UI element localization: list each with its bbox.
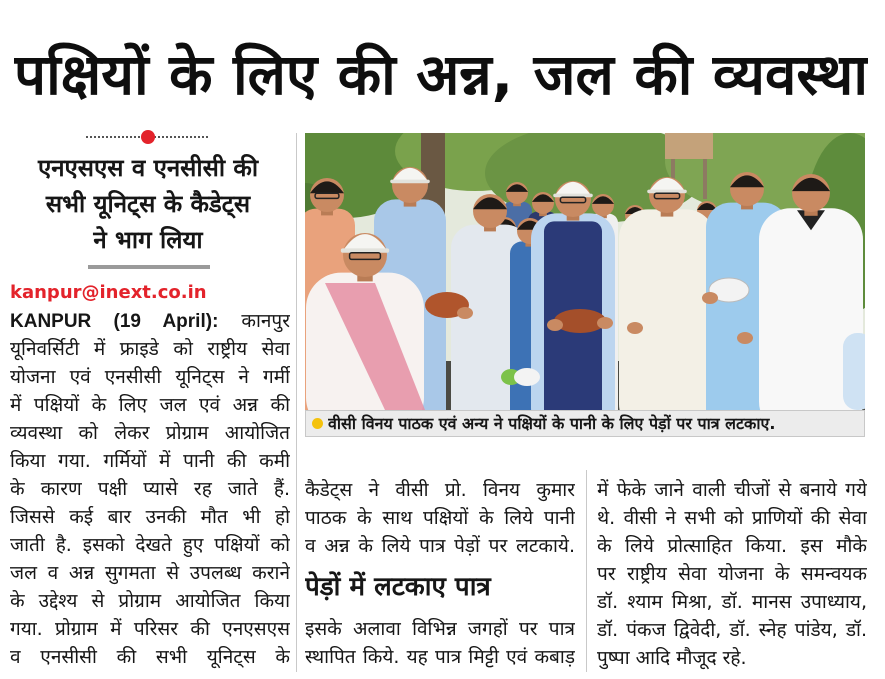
- photo-hand: [597, 317, 613, 329]
- photo-hand: [547, 319, 563, 331]
- body-line: के कारण पक्षी प्यासे रह जाते हैं.: [10, 478, 290, 500]
- photo-caption: वीसी विनय पाठक एवं अन्य ने पक्षियों के पानी के लिए पेड़ों पर पात्र लटकाए.: [328, 414, 776, 433]
- body-line: के लिये प्रोत्साहित किया. इस मौके: [597, 535, 867, 557]
- crosshead: पेड़ों में लटकाए पात्र: [305, 572, 491, 602]
- highlight-line: सभी यूनिट्स के कैडेट्स: [45, 190, 251, 218]
- photo-person-shirt: [619, 209, 715, 410]
- body-line: स्थापित किये. यह पात्र मिट्टी एवं कबाड़: [305, 646, 575, 668]
- body-line: जल व अन्न सुगमता से उपलब्ध कराने: [10, 562, 290, 584]
- body-line: डॉ. श्याम मिश्रा, डॉ. मानस उपाध्याय,: [597, 591, 867, 613]
- column-divider: [296, 133, 297, 672]
- article-column-1: [10, 307, 290, 671]
- photo-hand: [702, 292, 718, 304]
- body-line: जाती है. इसको देखते हुए पक्षियों को: [10, 534, 290, 556]
- body-line: गया. प्रोग्राम में परिसर की एनएसएस: [10, 618, 290, 640]
- news-photo: [305, 133, 865, 410]
- body-line: किया गया. गर्मियों में पानी की कमी: [10, 450, 290, 472]
- highlight-line: ने भाग लिया: [93, 226, 203, 254]
- reporter-email: kanpur@inext.co.in: [10, 282, 207, 303]
- photo-hand: [627, 322, 643, 334]
- grey-rule: [88, 265, 210, 269]
- body-line: के उद्देश्य से प्रोग्राम आयोजित किया: [10, 590, 290, 612]
- photo-hand: [457, 307, 473, 319]
- photo-caption-bar: [305, 410, 865, 437]
- dateline: KANPUR (19 April):: [10, 311, 219, 332]
- photo-water-tank: [665, 133, 713, 159]
- highlight-box: [10, 150, 286, 258]
- body-line: पर राष्ट्रीय सेवा योजना के समन्वयक: [597, 563, 867, 585]
- body-line: व अन्न के लिये पात्र पेड़ों पर लटकाये.: [305, 535, 575, 557]
- photo-hand: [737, 332, 753, 344]
- body-line: कैडेट्स ने वीसी प्रो. विनय कुमार: [305, 479, 575, 501]
- body-line: में पक्षियों के लिए जल एवं अन्न की: [10, 394, 290, 416]
- body-line: में फेके जाने वाली चीजों से बनाये गये: [597, 479, 867, 501]
- article-column-3: [597, 476, 867, 672]
- body-line: योजना एवं एनसीसी यूनिट्स ने गर्मी: [10, 366, 290, 388]
- news-photo-image: [305, 133, 865, 410]
- body-line: डॉ. पंकज द्विवेदी, डॉ. स्नेह पांडेय, डॉ.: [597, 619, 867, 641]
- column-divider: [586, 470, 587, 672]
- photo-white-bowl: [514, 368, 540, 386]
- body-line: पुष्पा आदि मौजूद रहे.: [597, 647, 747, 669]
- body-line: पाठक के साथ पक्षियों के लिये पानी: [305, 507, 575, 529]
- photo-person-cap-brim: [390, 180, 430, 184]
- body-line: व्यवस्था को लेकर प्रोग्राम आयोजित: [10, 422, 290, 444]
- photo-tank-post: [703, 159, 707, 199]
- body-line: थे. वीसी ने सभी को प्राणियों की सेवा: [597, 507, 867, 529]
- photo-person-partial: [843, 333, 865, 410]
- highlight-line: एनएसएस व एनसीसी की: [37, 154, 259, 182]
- body-line: जिससे कई बार उनकी मौत भी हो: [10, 506, 290, 528]
- body-line: व एनसीसी की सभी यूनिट्स के: [10, 646, 290, 668]
- body-line: इसके अलावा विभिन्न जगहों पर पात्र: [305, 618, 575, 640]
- red-dot-ornament: [141, 130, 155, 144]
- body-text: कानपुर: [241, 310, 290, 332]
- headline: पक्षियों के लिए की अन्न, जल की व्यवस्था: [14, 43, 868, 108]
- body-line: यूनिवर्सिटी में फ्राइडे को राष्ट्रीय सेवा: [10, 338, 290, 360]
- body-line: [10, 307, 290, 335]
- article-column-2: [305, 476, 575, 671]
- caption-bullet-icon: [312, 418, 323, 429]
